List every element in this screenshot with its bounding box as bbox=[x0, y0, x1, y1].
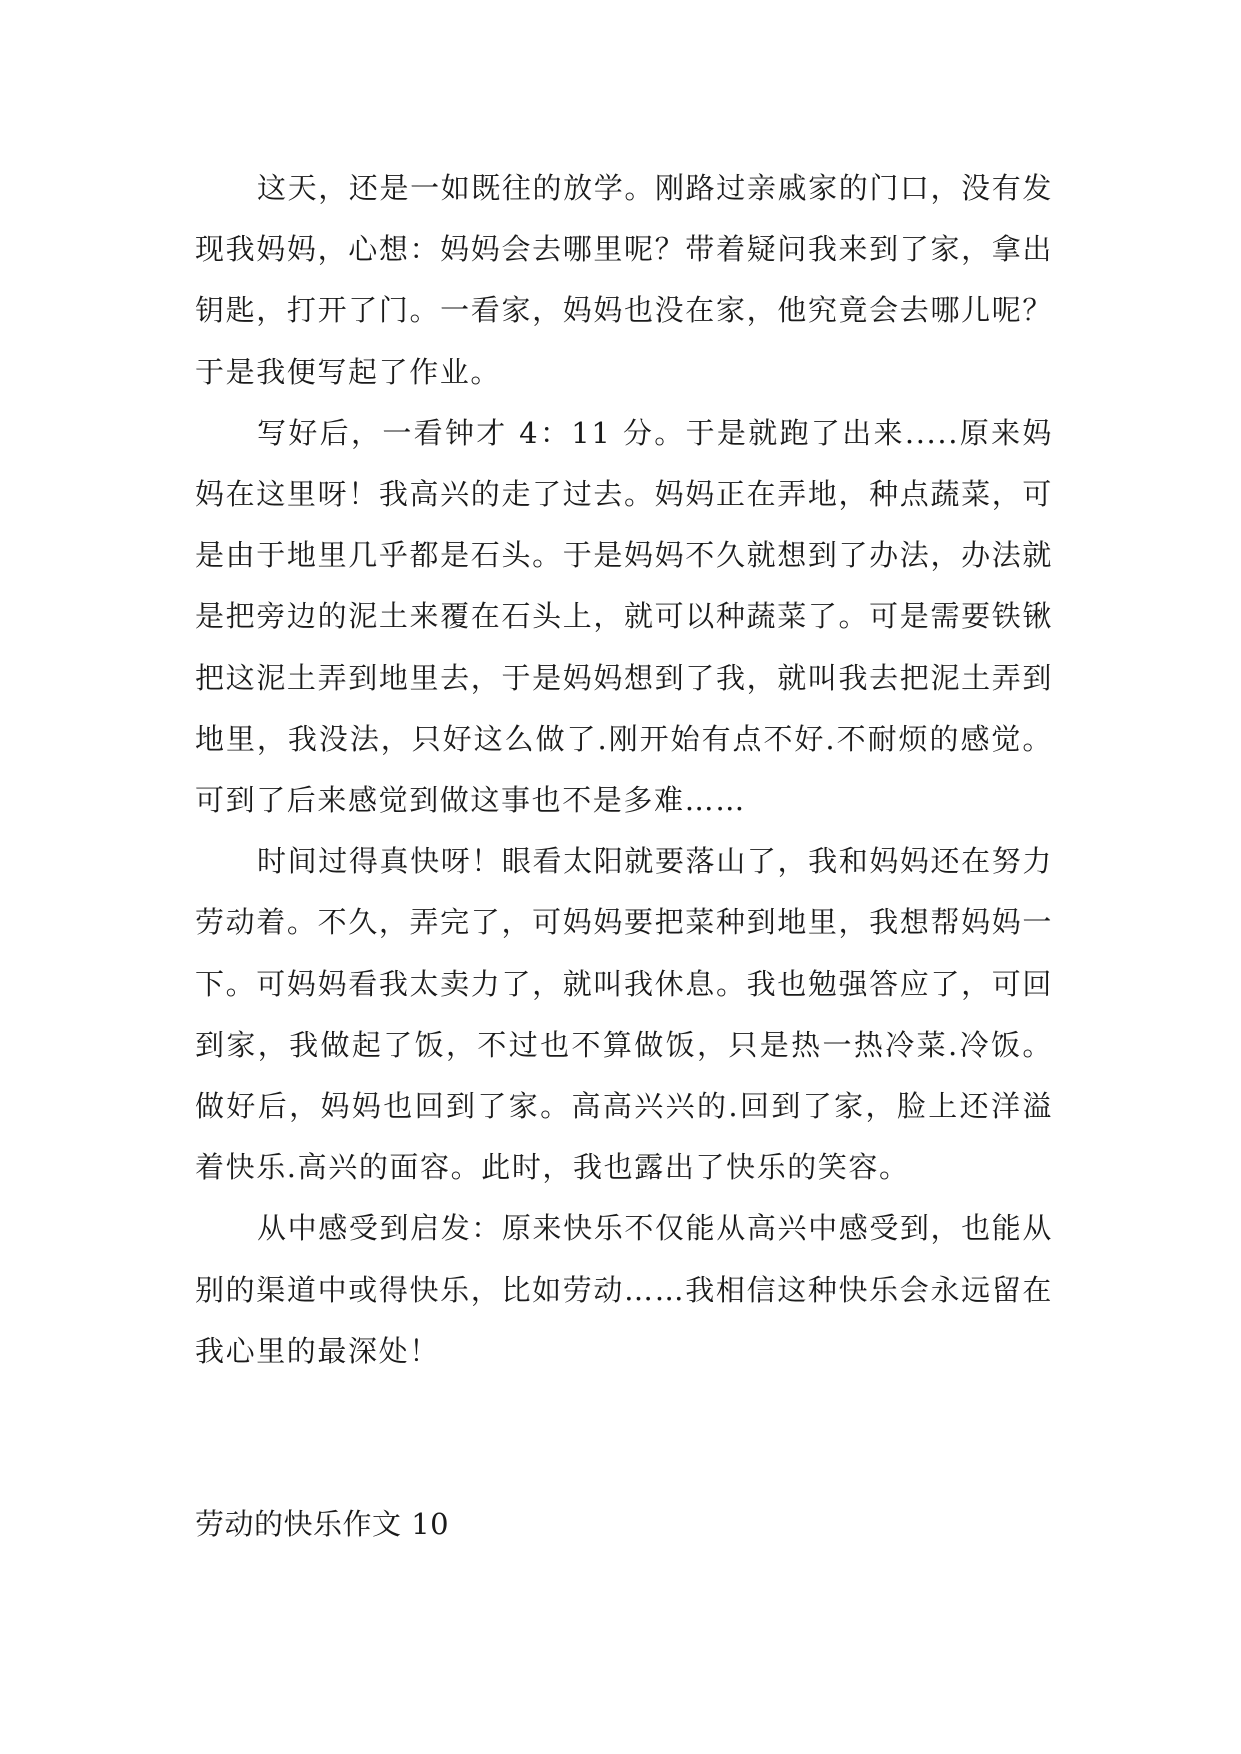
paragraph-3: 时间过得真快呀！眼看太阳就要落山了，我和妈妈还在努力劳动着。不久，弄完了，可妈妈要把菜种到地里，我想帮妈妈一下。可妈妈看我太卖力了，就叫我休息。我也勉强答应了，可回到家，我做起了饭，不过也不算做饭，只是热一热冷菜.冷饭。做好后，妈妈也回到了家。高高兴兴的.回到了家，脸上还洋溢着快乐.高兴的面容。此时，我也露出了快乐的笑容。 bbox=[195, 844, 1053, 1185]
paragraph-4: 从中感受到启发：原来快乐不仅能从高兴中感受到，也能从别的渠道中或得快乐，比如劳动……我相信这种快乐会永远留在我心里的最深处！ bbox=[195, 1211, 1053, 1368]
paragraph-2: 写好后，一看钟才 4：11 分。于是就跑了出来.....原来妈妈在这里呀！我高兴的走了过去。妈妈正在弄地，种点蔬菜，可是由于地里几乎都是石头。于是妈妈不久就想到了办法，办法就是把旁边的泥土来覆在石头上，就可以种蔬菜了。可是需要铁锹把这泥土弄到地里去，于是妈妈想到了我，就叫我去把泥土弄到地里，我没法，只好这么做了.刚开始有点不好.不耐烦的感觉。可到了后来感觉到做这事也不是多难…… bbox=[195, 415, 1053, 818]
paragraph-1: 这天，还是一如既往的放学。刚路过亲戚家的门口，没有发现我妈妈，心想：妈妈会去哪里呢？带着疑问我来到了家，拿出钥匙，打开了门。一看家，妈妈也没在家，他究竟会去哪儿呢？于是我便写起了作业。 bbox=[195, 171, 1053, 389]
section-title: 劳动的快乐作文 10 bbox=[195, 1507, 450, 1541]
essay-body bbox=[195, 158, 1053, 1382]
